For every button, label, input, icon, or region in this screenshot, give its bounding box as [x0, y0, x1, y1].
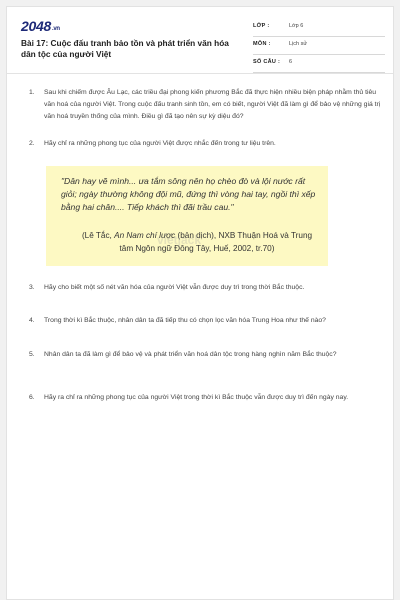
question-number: 3.: [29, 284, 35, 291]
quote-source-suffix: (bản dịch), NXB Thuận Hoá và Trung tâm Ngôn ngữ Đông Tây, Huế, 2002, tr.70): [119, 231, 313, 253]
site-logo[interactable]: [21, 18, 60, 34]
meta-value: 6: [289, 59, 293, 65]
question-item: [29, 282, 385, 294]
meta-value: Lịch sử: [289, 41, 308, 47]
question-item: [29, 138, 385, 150]
meta-row-subject: [253, 37, 385, 55]
quote-source-book: An Nam chí lược: [114, 231, 176, 240]
worksheet-header: [7, 7, 395, 71]
quote-source-prefix: (Lê Tắc,: [81, 231, 115, 240]
meta-key: MÔN :: [253, 41, 271, 47]
question-text: Trong thời kì Bắc thuộc, nhân dân ta đã tiếp thu có chọn lọc văn hóa Trung Hoa như thế nào?: [44, 317, 326, 324]
question-item: [29, 349, 385, 361]
question-item: [29, 315, 385, 327]
watermark: vietjack: [157, 233, 202, 247]
question-number: 1.: [29, 89, 35, 96]
question-text: Sau khi chiếm được Âu Lạc, các triều đại phong kiến phương Bắc đã thực hiện nhiều biện pháp nhằm thủ tiêu văn hoá của người Việt. Trong cuộc đấu tranh sinh tồn, em có biết, người Việt đã làm gì để bảo vệ những giá trị văn hoá truyền thống của mình. Điều gì đã tạo nên sự kỳ diệu đó?: [44, 89, 381, 120]
worksheet-page: [6, 6, 394, 600]
question-number: 2.: [29, 140, 35, 147]
header-divider: [7, 73, 393, 74]
question-number: 4.: [29, 317, 35, 324]
meta-row-count: [253, 55, 385, 73]
meta-info: [253, 19, 385, 73]
quote-text: "Dân hay vẽ mình... ưa tắm sông nên họ chèo đò và lội nước rất giỏi; ngày thường không đội mũ, đứng thì vòng hai tay, ngồi thì xếp bằng hai chân.... Tiếp khách thì đãi trầu cau.": [61, 176, 316, 212]
question-text: Hãy chỉ ra những phong tục của người Việt được nhắc đến trong tư liệu trên.: [44, 140, 276, 147]
meta-value: Lớp 6: [289, 23, 304, 29]
question-number: 5.: [29, 351, 35, 358]
quote-box: [46, 166, 328, 266]
question-text: Nhân dân ta đã làm gì để bảo vệ và phát triển văn hoá dân tộc trong hàng nghìn năm Bắc thuộc?: [44, 351, 337, 358]
meta-key: SỐ CÂU :: [253, 59, 281, 65]
meta-row-class: [253, 19, 385, 37]
lesson-title: Bài 17: Cuộc đấu tranh bảo tồn và phát triển văn hóa dân tộc của người Việt: [21, 38, 229, 59]
question-text: Hãy ra chỉ ra những phong tục của người Việt trong thời kì Bắc thuộc vẫn được duy trì đến ngày nay.: [44, 394, 349, 401]
quote-source: [74, 229, 320, 255]
question-item: [29, 392, 385, 404]
logo-suffix: .vn: [51, 26, 60, 32]
question-number: 6.: [29, 394, 35, 401]
question-item: [29, 87, 385, 123]
logo-text: 2048: [21, 18, 51, 34]
question-text: Hãy cho biết một số nét văn hóa của người Việt vẫn được duy trì trong thời Bắc thuộc.: [44, 284, 305, 291]
meta-key: LỚP :: [253, 23, 270, 29]
